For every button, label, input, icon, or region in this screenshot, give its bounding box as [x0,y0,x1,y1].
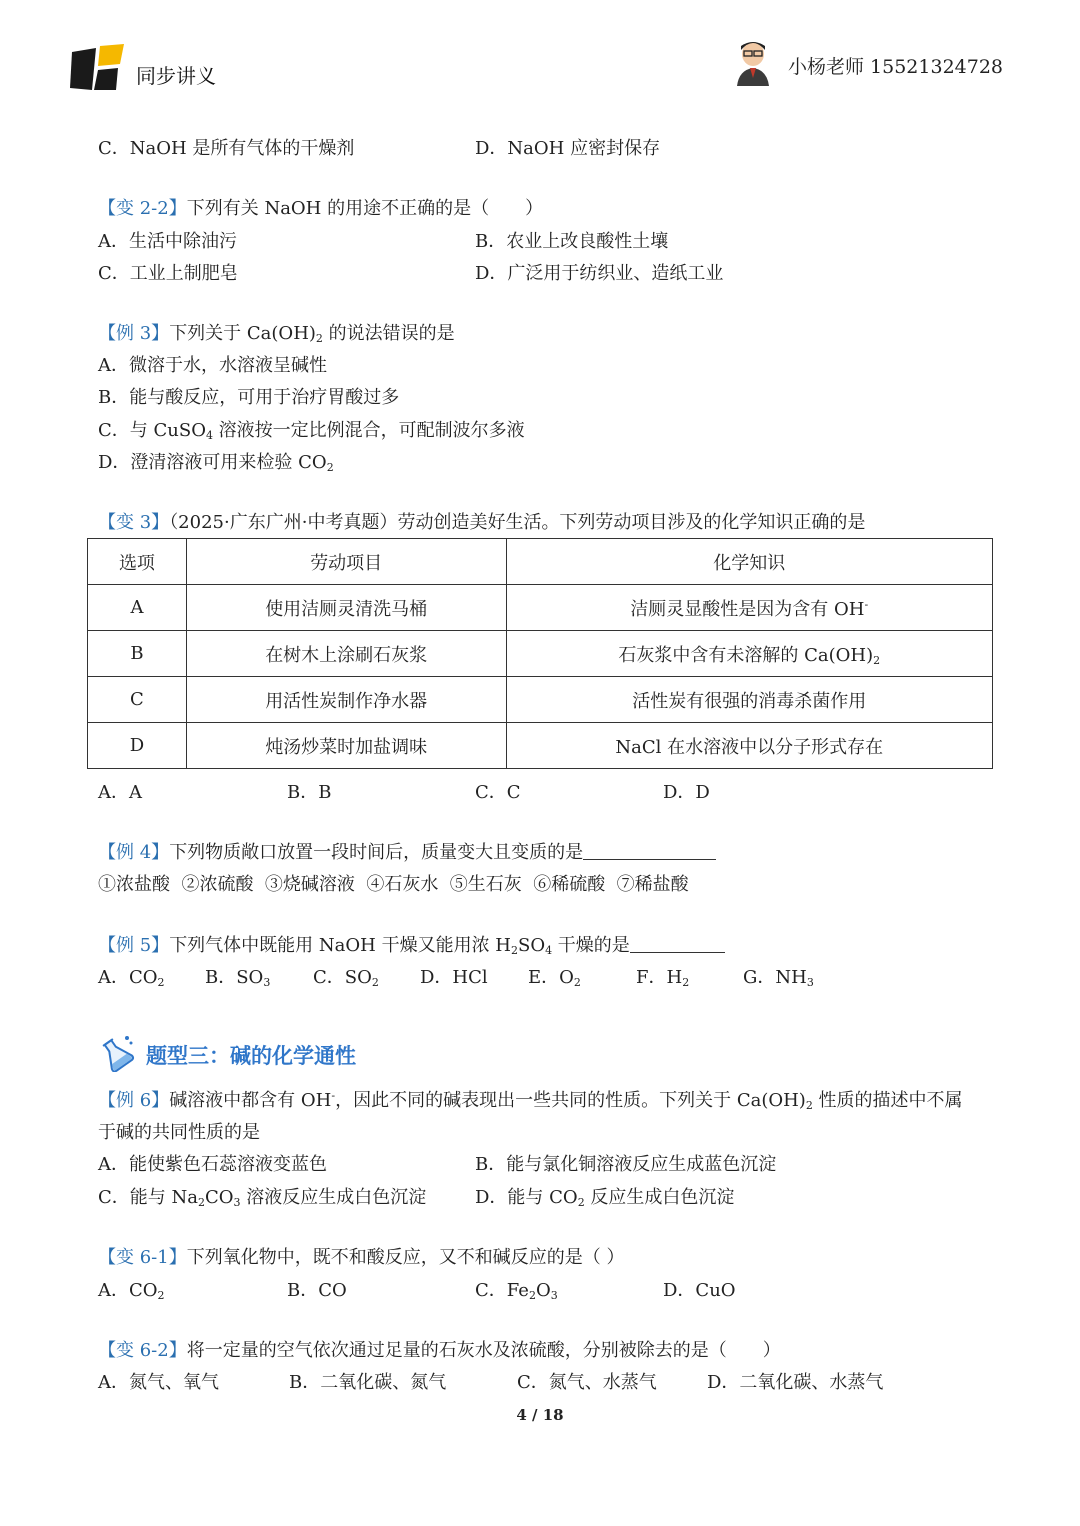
ex3-option-a: A．微溶于水，水溶液呈碱性 [98,355,327,376]
ex6-post: 性质的描述中不属 [812,1090,963,1111]
ex5-opt-text: D．HCl [420,967,488,988]
ex3-c-sub: 4 [205,429,213,442]
opt-text: C．Fe [475,1280,529,1301]
var6-2-text: 将一定量的空气依次通过足量的石灰水及浓硫酸，分别被除去的是（ ） [186,1340,781,1361]
ex6-d-pre: D．能与 CO [475,1187,578,1208]
q2-2-option-b: B．农业上改良酸性土壤 [475,231,669,252]
brand-title: 同步讲义 [136,64,216,88]
ex5-opt-text: B．SO [205,967,264,988]
var3-text: （2025·广东广州·中考真题）劳动创造美好生活。下列劳动项目涉及的化学知识正确的是 [169,512,866,533]
var3-stem [98,508,865,534]
ex6-stem-line2: 于碱的共同性质的是 [98,1122,260,1143]
ex5-answer-blank [630,938,725,953]
ex4-answer-blank [583,845,716,860]
var6-2-option-b: B．二氧化碳、氮气 [289,1372,447,1393]
ex6-option-d [475,1183,734,1209]
opt-sub: 2 [528,1289,536,1302]
table-cell-chem [506,585,993,631]
ex5-opt-text: C．SO [313,967,372,988]
section-title: 题型三：碱的化学通性 [146,1044,356,1068]
ex6-c-sub: 2 [197,1196,205,1209]
q2-2-option-d: D．广泛用于纺织业、造纸工业 [475,263,724,284]
ex6-option-b: B．能与氯化铜溶液反应生成蓝色沉淀 [475,1154,777,1175]
var3-answer-d: D．D [663,782,710,803]
q2-1-option-c: C．NaOH 是所有气体的干燥剂 [98,138,355,159]
var6-1-option-a [98,1276,165,1302]
ex5-opt-text: E．O [528,967,574,988]
teacher-avatar-icon [733,38,773,86]
ex3-option-d [98,448,334,474]
q2-2-option-a: A．生活中除油污 [98,231,237,252]
table-header-cell: 化学知识 [506,539,993,585]
ex4-text: 下列物质敞口放置一段时间后，质量变大且变质的是 [169,842,584,863]
var6-2-option-c: C．氮气、水蒸气 [517,1372,657,1393]
q2-2-option-c: C．工业上制肥皂 [98,263,238,284]
var3-answer-a: A．A [98,782,142,803]
var6-2-stem [98,1336,781,1362]
ex6-sup: - [331,1089,336,1102]
q2-1-option-d: D．NaOH 应密封保存 [475,138,661,159]
ex5-sub: 2 [510,944,518,957]
ex3-d-pre: D．澄清溶液可用来检验 CO [98,452,327,473]
ex5-option [636,963,689,989]
ex5-mid: SO [517,935,546,956]
table-cell-option: C [88,677,187,723]
table-cell-option: A [88,585,187,631]
ex6-tag: 【例 6】 [98,1090,170,1111]
ex6-d-post: 反应生成白色沉淀 [584,1187,735,1208]
var3-tag: 【变 3】 [98,512,170,533]
flask-icon [96,1032,136,1072]
var3-table [87,538,993,769]
q2-2-stem [98,194,543,220]
ex5-opt-sub: 3 [806,976,814,989]
var3-answer-b: B．B [287,782,332,803]
ex3-text-pre: 下列关于 Ca(OH) [169,323,316,344]
table-cell-chem [506,631,993,677]
q2-2-tag: 【变 2-2】 [98,198,187,219]
ex3-c-pre: C．与 CuSO [98,420,206,441]
ex3-stem [98,319,455,345]
table-cell-labor: 炖汤炒菜时加盐调味 [186,723,506,769]
ex5-opt-sub: 3 [263,976,271,989]
ex5-option [205,963,270,989]
ex6-c-pre: C．能与 Na [98,1187,198,1208]
chem-sub: 2 [873,653,881,667]
ex5-opt-sub: 2 [573,976,581,989]
teacher-contact: 小杨老师 15521324728 [788,56,1004,78]
var6-1-option-b: B．CO [287,1280,347,1301]
ex5-stem [98,931,725,957]
ex4-items: ①浓盐酸 ②浓硫酸 ③烧碱溶液 ④石灰水 ⑤生石灰 ⑥稀硫酸 ⑦稀盐酸 [98,874,689,895]
table-row [88,677,993,723]
ex3-text-post: 的说法错误的是 [322,323,455,344]
var3-answer-c: C．C [475,782,521,803]
var6-1-text: 下列氧化物中，既不和酸反应，又不和碱反应的是（ ） [186,1247,625,1268]
ex5-option [420,963,488,989]
opt-sub: 2 [157,1289,165,1302]
ex6-option-c [98,1183,426,1209]
ex6-c-sub2: 3 [233,1196,241,1209]
table-row [88,585,993,631]
table-cell-chem: NaCl 在水溶液中以分子形式存在 [506,723,993,769]
ex5-opt-sub: 2 [682,976,690,989]
ex5-opt-text: G．NH [743,967,807,988]
ex3-text-sub: 2 [315,332,323,345]
var6-1-option-d: D．CuO [663,1280,736,1301]
table-header-cell: 劳动项目 [186,539,506,585]
ex6-sub: 2 [805,1099,813,1112]
ex3-tag: 【例 3】 [98,323,170,344]
ex6-option-a: A．能使紫色石蕊溶液变蓝色 [98,1154,327,1175]
ex5-option [743,963,814,989]
table-header-cell: 选项 [88,539,187,585]
ex6-d-sub: 2 [577,1196,585,1209]
ex6-c-post: 溶液反应生成白色沉淀 [240,1187,427,1208]
ex5-opt-text: A．CO [98,967,158,988]
table-row [88,631,993,677]
ex4-tag: 【例 4】 [98,842,170,863]
ex3-d-sub: 2 [326,461,334,474]
var6-1-tag: 【变 6-1】 [98,1247,187,1268]
opt-mid: O [535,1280,551,1301]
ex5-option [98,963,165,989]
table-cell-labor: 在树木上涂刷石灰浆 [186,631,506,677]
ex3-option-c [98,416,525,442]
table-row [88,723,993,769]
ex3-c-post: 溶液按一定比例混合，可配制波尔多液 [212,420,525,441]
ex5-option [528,963,581,989]
var6-1-option-c [475,1276,558,1302]
ex6-mid: ，因此不同的碱表现出一些共同的性质。下列关于 Ca(OH) [335,1090,806,1111]
table-cell-option: D [88,723,187,769]
ex5-opt-sub: 2 [157,976,165,989]
chem-text: 石灰浆中含有未溶解的 Ca(OH) [618,644,874,666]
table-cell-option: B [88,631,187,677]
ex3-option-b: B．能与酸反应，可用于治疗胃酸过多 [98,387,400,408]
table-cell-labor: 用活性炭制作净水器 [186,677,506,723]
table-cell-labor: 使用洁厕灵清洗马桶 [186,585,506,631]
brand-logo-icon [70,44,126,92]
var6-2-option-a: A．氮气、氧气 [98,1372,219,1393]
q2-2-text: 下列有关 NaOH 的用途不正确的是（ ） [186,198,544,219]
var6-1-stem [98,1243,624,1269]
ex5-pre: 下列气体中既能用 NaOH 干燥又能用浓 H [169,935,511,956]
ex5-tag: 【例 5】 [98,935,170,956]
ex5-opt-sub: 2 [371,976,379,989]
table-cell-chem: 活性炭有很强的消毒杀菌作用 [506,677,993,723]
ex5-post: 干燥的是 [552,935,630,956]
opt-sub2: 3 [550,1289,558,1302]
ex5-sub2: 4 [545,944,553,957]
table-header-row [88,539,993,585]
var6-2-option-d: D．二氧化碳、水蒸气 [707,1372,884,1393]
ex4-stem [98,838,716,864]
opt-text: A．CO [98,1280,158,1301]
var6-2-tag: 【变 6-2】 [98,1340,187,1361]
ex6-pre: 碱溶液中都含有 OH [169,1090,332,1111]
page-number: 4 / 18 [516,1406,564,1424]
ex5-option [313,963,379,989]
chem-sup: - [864,597,869,611]
ex6-c-mid: CO [204,1187,234,1208]
ex6-stem-line1 [98,1086,963,1112]
chem-text: 洁厕灵显酸性是因为含有 OH [630,598,865,620]
ex5-opt-text: F．H [636,967,683,988]
